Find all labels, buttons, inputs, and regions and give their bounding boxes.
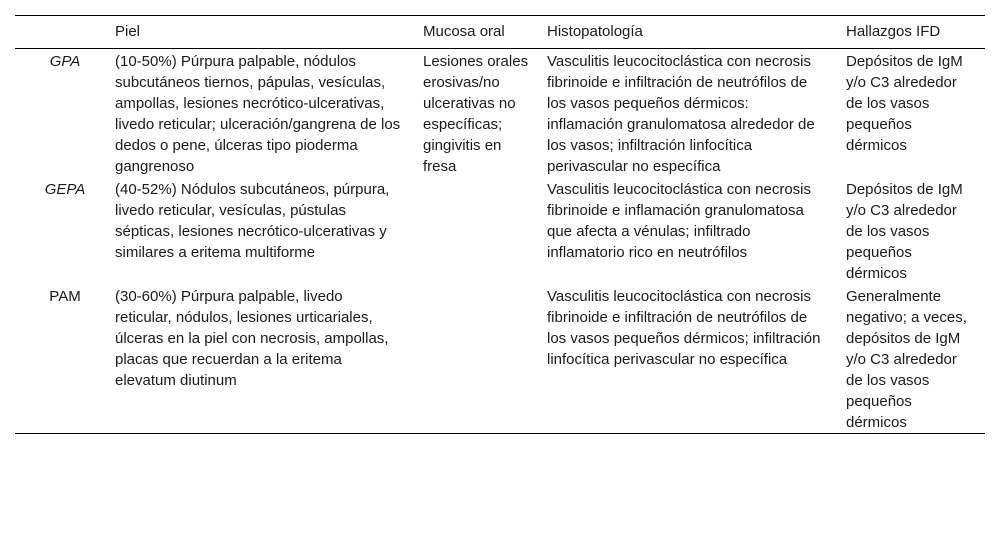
cell-histo-pam: Vasculitis leucocitoclástica con necrosis fibrinoide e infiltración de neutrófilos de los vasos pequeños dérmicos; infiltración linfocítica perivascular no específica bbox=[547, 288, 821, 368]
cell-piel-pam: (30-60%) Púrpura palpable, livedo reticular, nódulos, lesiones urticariales, úlceras en la piel con necrosis, ampollas, placas que recuerdan a la eritema elevatum diutinum bbox=[115, 288, 389, 389]
cell-mucosa-gpa: Lesiones orales erosivas/no ulcerativas no específicas; gingivitis en fresa bbox=[423, 53, 529, 175]
table-row-gpa bbox=[15, 49, 985, 178]
cell-histo-gpa: Vasculitis leucocitoclástica con necrosis fibrinoide e infiltración de neutrófilos de los vasos pequeños dérmicos: inflamación granulomatosa alrededor de los vasos; infiltración linfocítica perivascular no específica bbox=[547, 53, 815, 175]
cell-ifd-pam: Generalmente negativo; a veces, depósitos de IgM y/o C3 alrededor de los vasos pequeños dérmicos bbox=[846, 288, 967, 431]
cell-piel-gpa: (10-50%) Púrpura palpable, nódulos subcutáneos tiernos, pápulas, vesículas, ampollas, lesiones necrótico-ulcerativas, livedo reticular; ulceración/gangrena de los dedos o pene, úlceras tipo pioderma gangrenoso bbox=[115, 53, 401, 175]
row-label-gpa: GPA bbox=[49, 53, 81, 70]
table-row-pam bbox=[15, 284, 985, 434]
vasculitis-table-container bbox=[15, 15, 985, 434]
cell-ifd-gepa: Depósitos de IgM y/o C3 alrededor de los vasos pequeños dérmicos bbox=[846, 181, 963, 282]
cell-mucosa-gepa bbox=[423, 177, 547, 284]
row-label-pam: PAM bbox=[49, 288, 81, 305]
header-histopatologia: Histopatología bbox=[547, 23, 643, 40]
table-header-row bbox=[15, 16, 985, 49]
cell-piel-gepa: (40-52%) Nódulos subcutáneos, púrpura, livedo reticular, vesículas, pústulas sépticas, lesiones necrótico-ulcerativas y similares a eritema multiforme bbox=[115, 181, 390, 261]
row-label-gepa: GEPA bbox=[44, 181, 86, 198]
header-hallazgos-ifd: Hallazgos IFD bbox=[846, 23, 941, 40]
cell-ifd-gpa: Depósitos de IgM y/o C3 alrededor de los vasos pequeños dérmicos bbox=[846, 53, 963, 154]
table-row-gepa bbox=[15, 177, 985, 284]
vasculitis-table bbox=[15, 15, 985, 434]
header-empty bbox=[15, 16, 115, 49]
cell-histo-gepa: Vasculitis leucocitoclástica con necrosis fibrinoide e inflamación granulomatosa que afecta a vénulas; infiltrado inflamatorio rico en neutrófilos bbox=[547, 181, 812, 261]
header-piel: Piel bbox=[115, 23, 141, 40]
header-mucosa-oral: Mucosa oral bbox=[423, 23, 505, 40]
cell-mucosa-pam bbox=[423, 284, 547, 434]
